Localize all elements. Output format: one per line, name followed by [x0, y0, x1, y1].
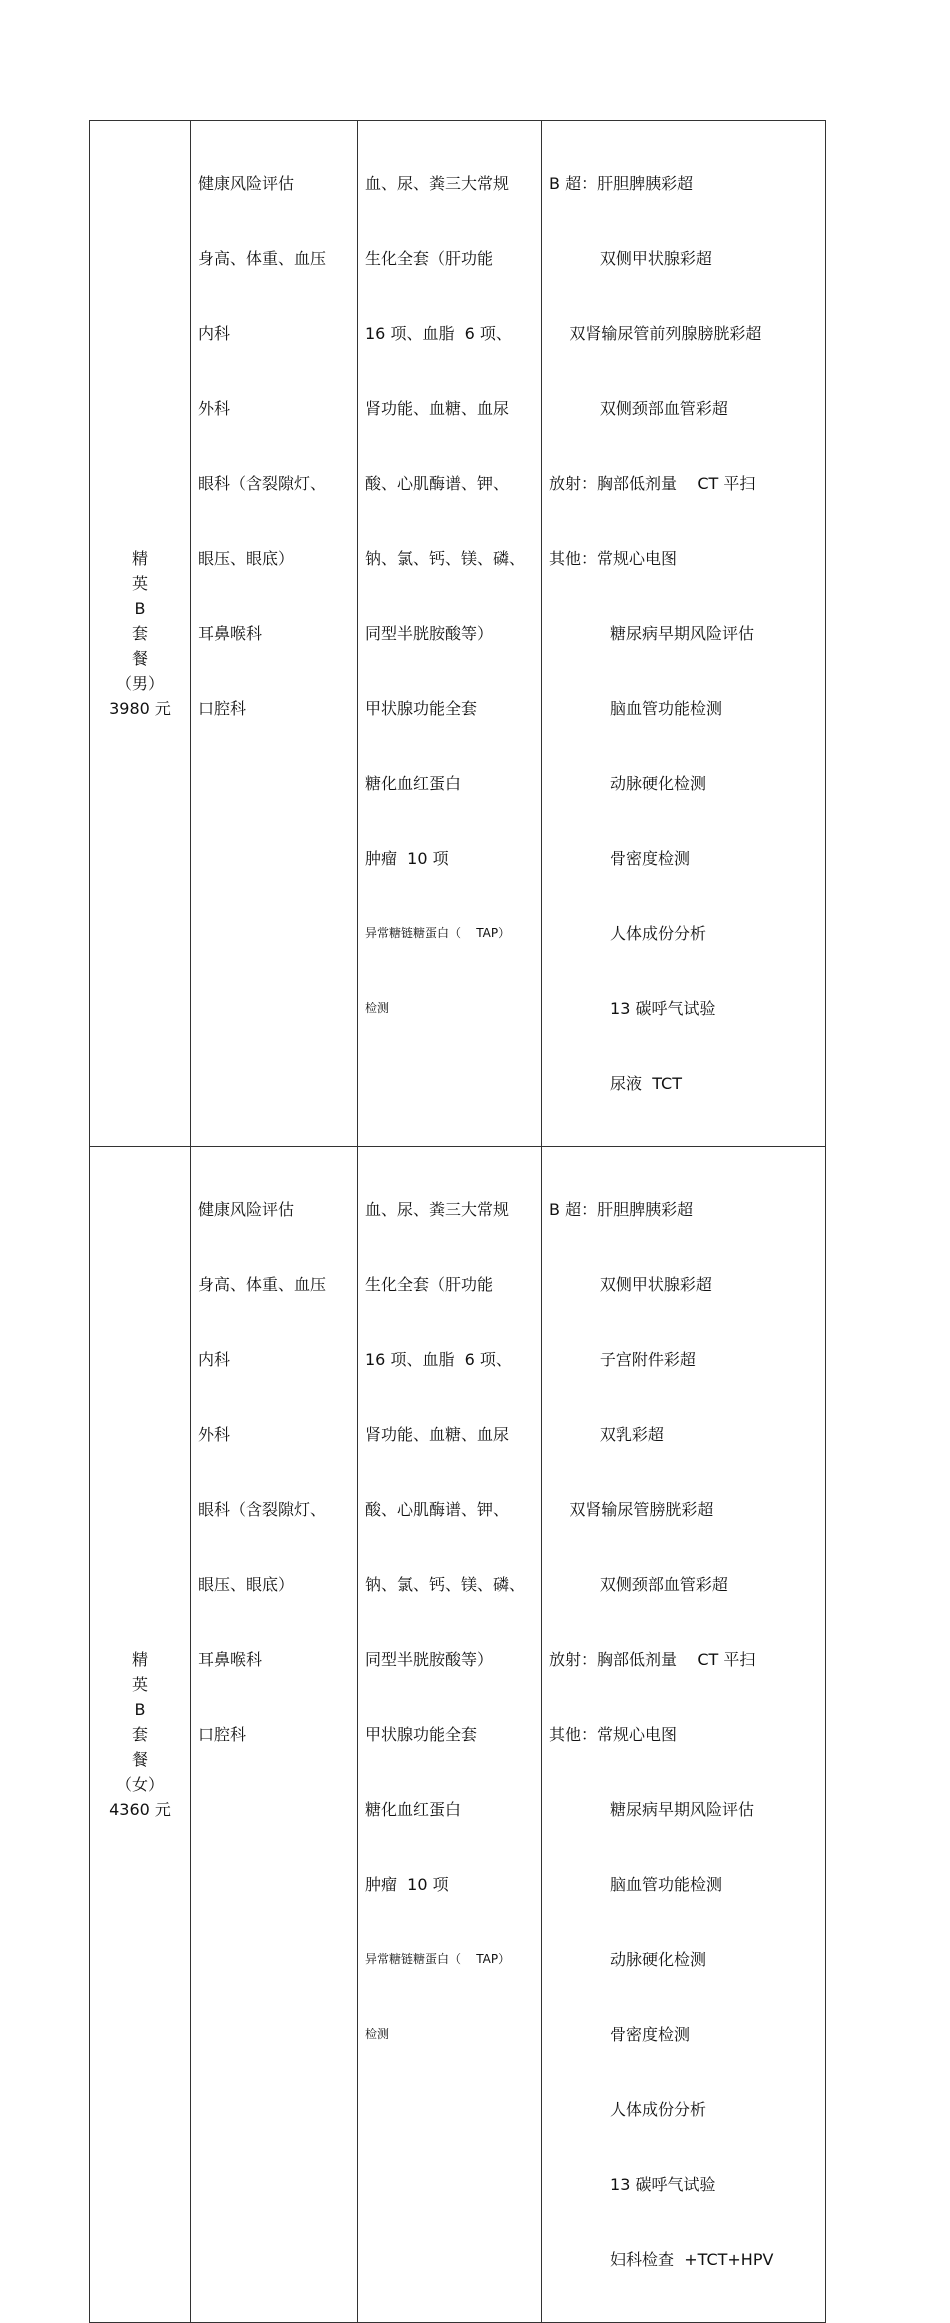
imaging-exam-item: 子宫附件彩超: [549, 1350, 696, 1369]
general-exam-item: 口腔科: [198, 699, 247, 718]
general-exam-item: 眼科（含裂隙灯、: [198, 474, 327, 493]
lab-test-item: 糖化血红蛋白: [365, 774, 462, 793]
package-name-line: （男）: [115, 674, 164, 693]
lab-test-item: 糖化血红蛋白: [365, 1800, 462, 1819]
lab-test-list: [358, 121, 541, 1071]
imaging-exam-item: 13 碳呼气试验: [549, 2175, 716, 2194]
package-name-line: 精: [131, 1650, 148, 1669]
imaging-exam-item: 糖尿病早期风险评估: [549, 624, 755, 643]
imaging-exam-item: 骨密度检测: [549, 2025, 691, 2044]
imaging-exam-item: 其他：常规心电图: [549, 1725, 678, 1744]
lab-test-item: 血、尿、粪三大常规: [365, 174, 510, 193]
package-row-male: [90, 121, 826, 1147]
package-price: 4360 元: [109, 1800, 171, 1819]
lab-test-item: 酸、心肌酶谱、钾、: [365, 1500, 510, 1519]
lab-test-item: 甲状腺功能全套: [365, 699, 478, 718]
general-exam-item: 健康风险评估: [198, 1200, 295, 1219]
lab-test-item: 生化全套（肝功能: [365, 249, 494, 268]
general-exam-item: 外科: [198, 1425, 231, 1444]
imaging-exam-item: 糖尿病早期风险评估: [549, 1800, 755, 1819]
package-row-female: [90, 1147, 826, 2323]
general-exam-cell: [191, 1147, 358, 2323]
lab-test-item: 肾功能、血糖、血尿: [365, 399, 510, 418]
lab-test-item: 16 项、血脂 6 项、: [365, 324, 512, 343]
lab-test-item-small: 检测: [365, 1001, 390, 1015]
imaging-exam-item: 双侧颈部血管彩超: [549, 1575, 728, 1594]
imaging-exam-item: 其他：常规心电图: [549, 549, 678, 568]
imaging-exam-list: [542, 1147, 825, 2322]
imaging-exam-item: 动脉硬化检测: [549, 774, 707, 793]
imaging-exam-item: 双肾输尿管前列腺膀胱彩超: [549, 324, 762, 343]
imaging-exam-item: 双侧甲状腺彩超: [549, 1275, 712, 1294]
package-name-line: 套: [131, 1725, 148, 1744]
general-exam-item: 外科: [198, 399, 231, 418]
package-table: [89, 120, 826, 2323]
lab-test-item: 肾功能、血糖、血尿: [365, 1425, 510, 1444]
imaging-exam-item: 妇科检查 +TCT+HPV: [549, 2250, 774, 2269]
imaging-exam-item: 双侧甲状腺彩超: [549, 249, 712, 268]
package-name-line: 英: [131, 1675, 148, 1694]
lab-test-item-small: 检测: [365, 2027, 390, 2041]
lab-test-item: 酸、心肌酶谱、钾、: [365, 474, 510, 493]
general-exam-item: 眼压、眼底）: [198, 1575, 295, 1594]
lab-test-item: 16 项、血脂 6 项、: [365, 1350, 512, 1369]
imaging-exam-list: [542, 121, 825, 1146]
package-name-line: （女）: [115, 1775, 164, 1794]
imaging-exam-item: 人体成份分析: [549, 924, 707, 943]
imaging-exam-item: 放射：胸部低剂量 CT 平扫: [549, 1650, 756, 1669]
lab-test-item-small: 异常糖链糖蛋白（ TAP）: [365, 926, 511, 940]
imaging-exam-item: B 超：肝胆脾胰彩超: [549, 1200, 694, 1219]
general-exam-item: 身高、体重、血压: [198, 249, 327, 268]
package-name-line: 精: [131, 549, 148, 568]
package-name-line: 套: [131, 624, 148, 643]
lab-test-item: 同型半胱胺酸等）: [365, 624, 494, 643]
general-exam-item: 内科: [198, 1350, 231, 1369]
package-name-line: B: [134, 1700, 146, 1719]
lab-test-item-small: 异常糖链糖蛋白（ TAP）: [365, 1952, 511, 1966]
package-name-cell: [90, 121, 191, 1147]
lab-test-cell: [358, 121, 542, 1147]
lab-test-item: 钠、氯、钙、镁、磷、: [365, 549, 526, 568]
general-exam-item: 身高、体重、血压: [198, 1275, 327, 1294]
general-exam-item: 耳鼻喉科: [198, 1650, 263, 1669]
package-name: [90, 546, 190, 721]
general-exam-list: [191, 121, 357, 771]
imaging-exam-cell: [542, 121, 826, 1147]
general-exam-list: [191, 1147, 357, 1797]
general-exam-item: 眼压、眼底）: [198, 549, 295, 568]
general-exam-item: 内科: [198, 324, 231, 343]
imaging-exam-item: 双侧颈部血管彩超: [549, 399, 728, 418]
imaging-exam-item: 13 碳呼气试验: [549, 999, 716, 1018]
package-name-line: 餐: [131, 1750, 148, 1769]
package-price: 3980 元: [109, 699, 171, 718]
lab-test-item: 钠、氯、钙、镁、磷、: [365, 1575, 526, 1594]
imaging-exam-item: 动脉硬化检测: [549, 1950, 707, 1969]
package-name-line: 英: [131, 574, 148, 593]
general-exam-item: 眼科（含裂隙灯、: [198, 1500, 327, 1519]
lab-test-item: 肿瘤 10 项: [365, 1875, 449, 1894]
imaging-exam-item: 脑血管功能检测: [549, 699, 723, 718]
lab-test-list: [358, 1147, 541, 2097]
general-exam-item: 耳鼻喉科: [198, 624, 263, 643]
package-name: [90, 1647, 190, 1822]
imaging-exam-cell: [542, 1147, 826, 2323]
package-name-line: B: [134, 599, 146, 618]
imaging-exam-item: 人体成份分析: [549, 2100, 707, 2119]
package-name-line: 餐: [131, 649, 148, 668]
lab-test-item: 同型半胱胺酸等）: [365, 1650, 494, 1669]
lab-test-cell: [358, 1147, 542, 2323]
imaging-exam-item: B 超：肝胆脾胰彩超: [549, 174, 694, 193]
imaging-exam-item: 双肾输尿管膀胱彩超: [549, 1500, 714, 1519]
lab-test-item: 血、尿、粪三大常规: [365, 1200, 510, 1219]
general-exam-item: 口腔科: [198, 1725, 247, 1744]
imaging-exam-item: 尿液 TCT: [549, 1074, 682, 1093]
imaging-exam-item: 骨密度检测: [549, 849, 691, 868]
imaging-exam-item: 脑血管功能检测: [549, 1875, 723, 1894]
imaging-exam-item: 双乳彩超: [549, 1425, 664, 1444]
package-name-cell: [90, 1147, 191, 2323]
general-exam-cell: [191, 121, 358, 1147]
imaging-exam-item: 放射：胸部低剂量 CT 平扫: [549, 474, 756, 493]
general-exam-item: 健康风险评估: [198, 174, 295, 193]
lab-test-item: 生化全套（肝功能: [365, 1275, 494, 1294]
lab-test-item: 肿瘤 10 项: [365, 849, 449, 868]
lab-test-item: 甲状腺功能全套: [365, 1725, 478, 1744]
